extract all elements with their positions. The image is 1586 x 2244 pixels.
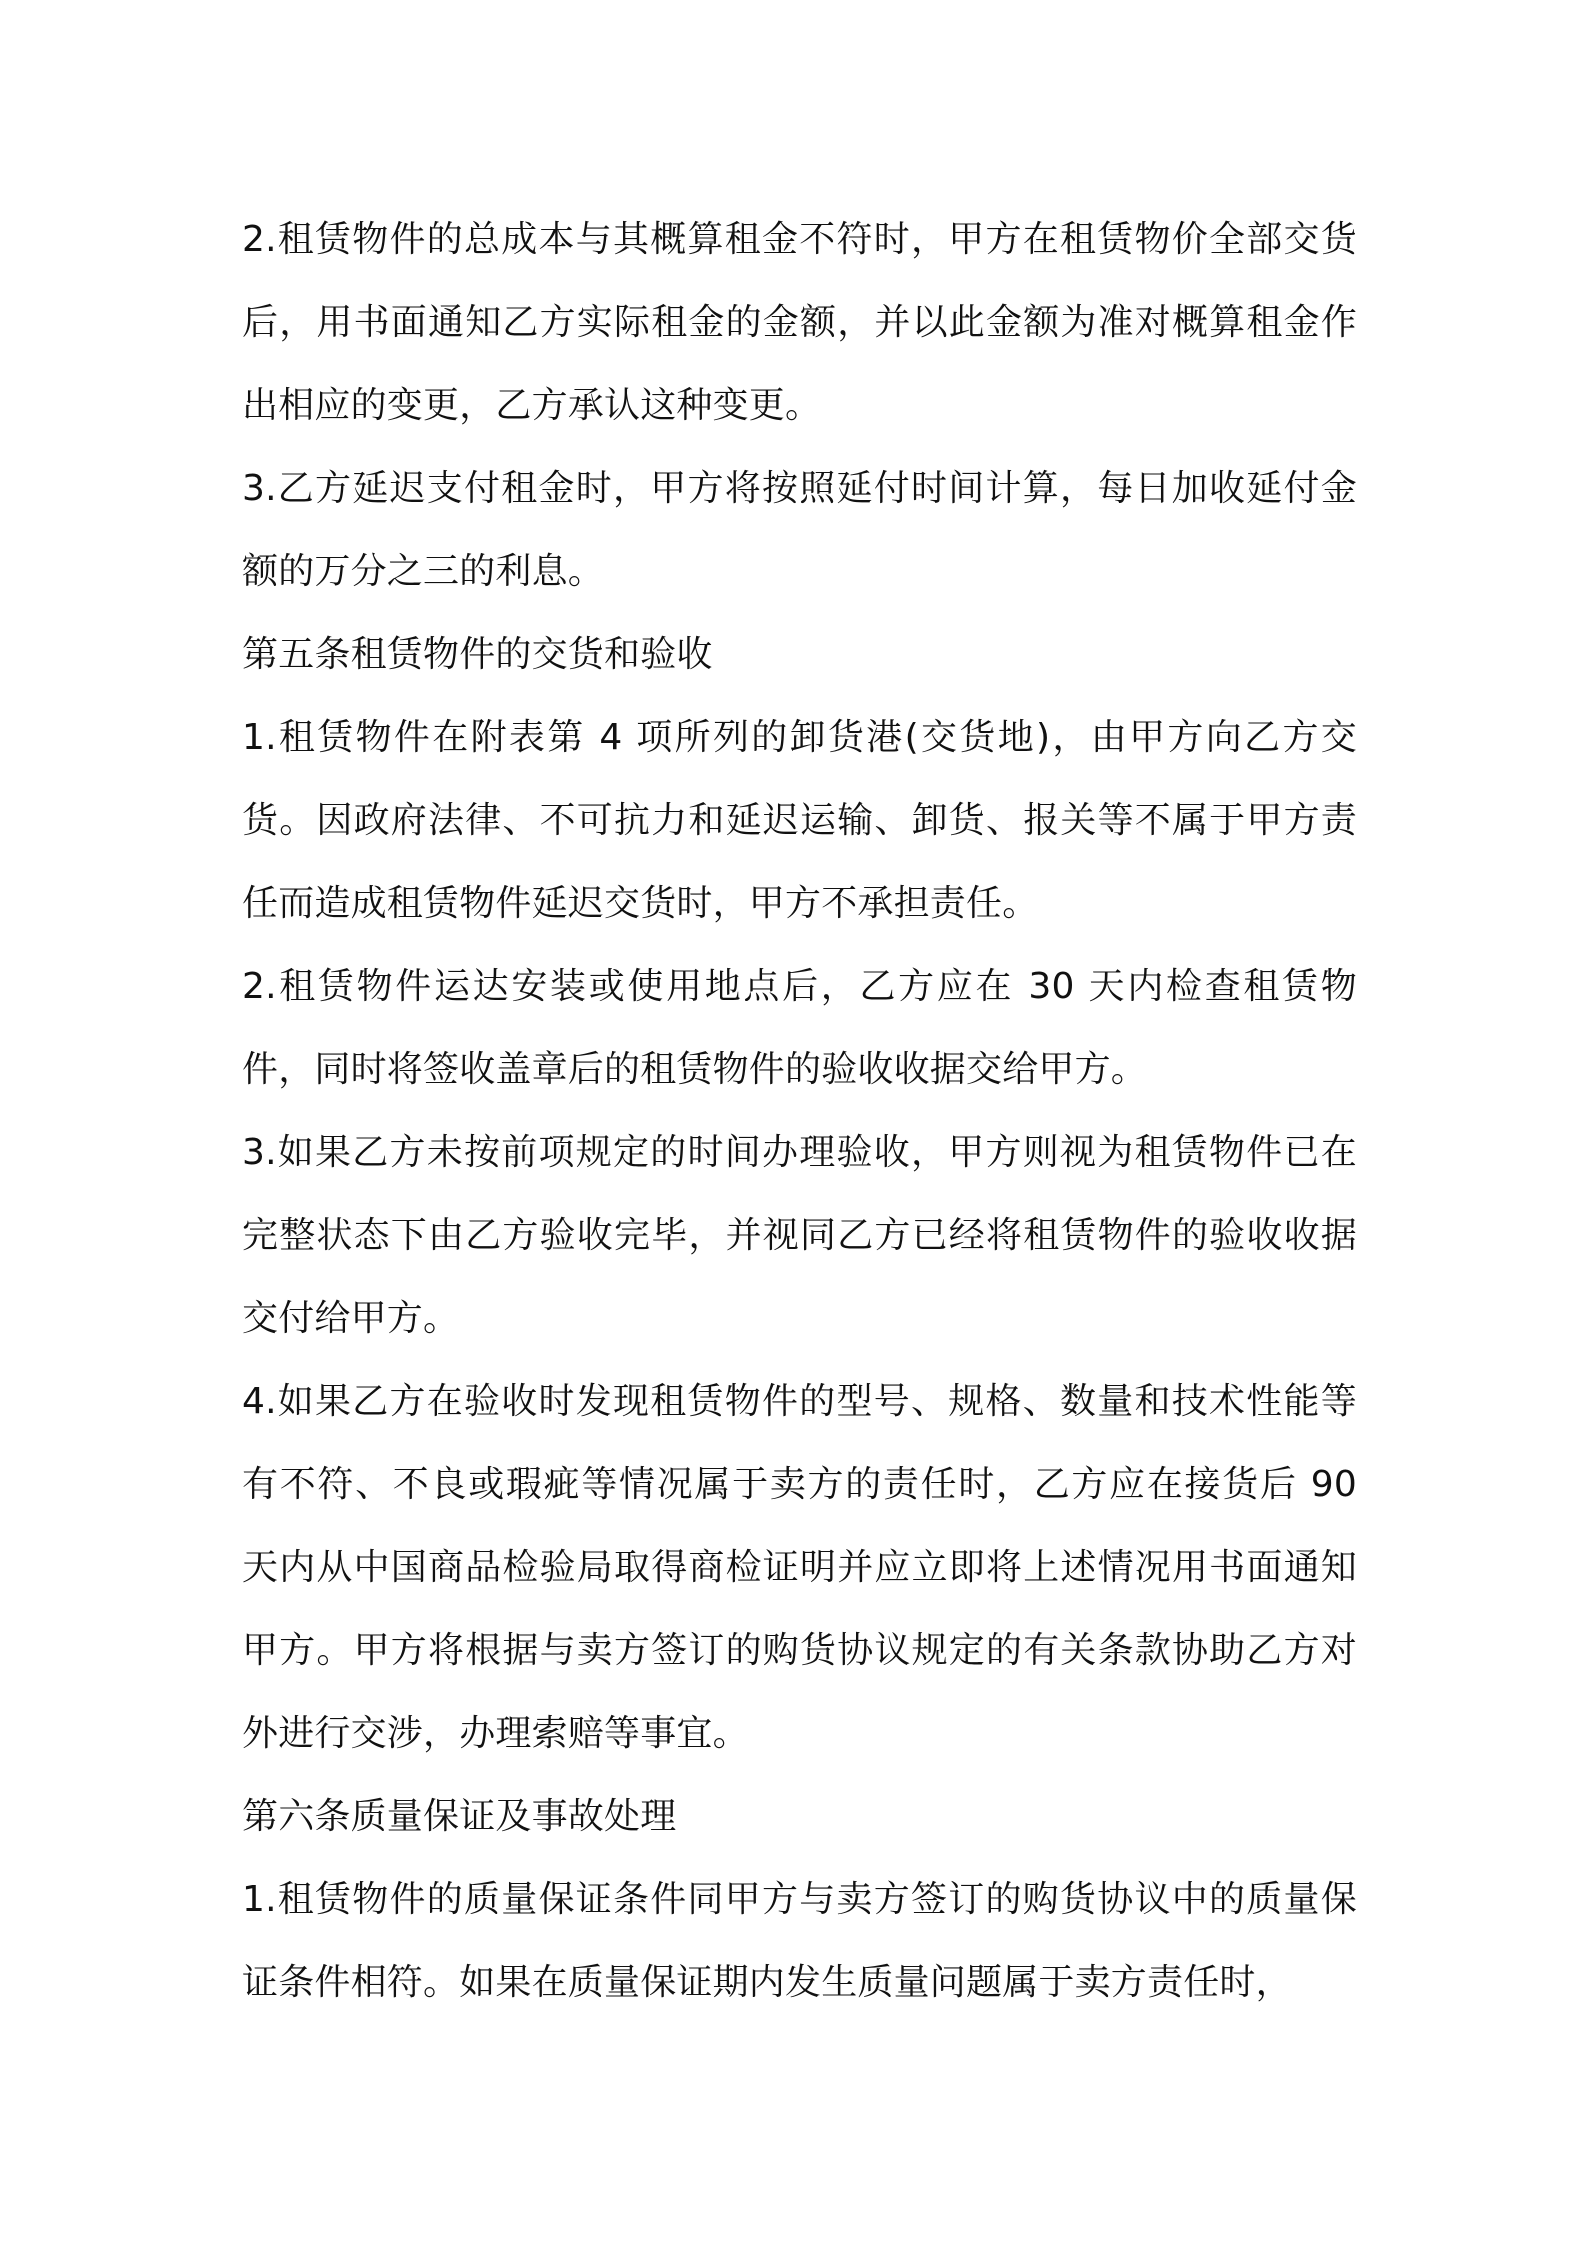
paragraph-deemed-acceptance: 3.如果乙方未按前项规定的时间办理验收，甲方则视为租赁物件已在完整状态下由乙方验收完毕，并视同乙方已经将租赁物件的验收收据交付给甲方。 bbox=[242, 1132, 1357, 1339]
paragraph-late-payment-interest: 3.乙方延迟支付租金时，甲方将按照延付时间计算，每日加收延付金额的万分之三的利息。 bbox=[242, 468, 1357, 592]
paragraph-inspection-30-days: 2.租赁物件运达安装或使用地点后，乙方应在 30 天内检查租赁物件，同时将签收盖章后的租赁物件的验收收据交给甲方。 bbox=[242, 966, 1357, 1090]
paragraph-quality-guarantee: 1.租赁物件的质量保证条件同甲方与卖方签订的购货协议中的质量保证条件相符。如果在质量保证期内发生质量问题属于卖方责任时， bbox=[242, 1879, 1357, 2003]
section-heading-article-6: 第六条质量保证及事故处理 bbox=[242, 1796, 677, 1837]
paragraph-rent-adjustment: 2.租赁物件的总成本与其概算租金不符时，甲方在租赁物价全部交货后，用书面通知乙方实际租金的金额，并以此金额为准对概算租金作出相应的变更，乙方承认这种变更。 bbox=[242, 219, 1357, 426]
paragraph-delivery-port: 1.租赁物件在附表第 4 项所列的卸货港(交货地)，由甲方向乙方交货。因政府法律、不可抗力和延迟运输、卸货、报关等不属于甲方责任而造成租赁物件延迟交货时，甲方不承担责任。 bbox=[242, 717, 1357, 924]
section-heading-article-5: 第五条租赁物件的交货和验收 bbox=[242, 634, 713, 675]
paragraph-defect-claims: 4.如果乙方在验收时发现租赁物件的型号、规格、数量和技术性能等有不符、不良或瑕疵等情况属于卖方的责任时，乙方应在接货后 90 天内从中国商品检验局取得商检证明并应立即将上述情况用书面通知甲方。甲方将根据与卖方签订的购货协议规定的有关条款协助乙方对外进行交涉，办理索赔等事宜。 bbox=[242, 1381, 1357, 1754]
document-body bbox=[242, 198, 1357, 2024]
